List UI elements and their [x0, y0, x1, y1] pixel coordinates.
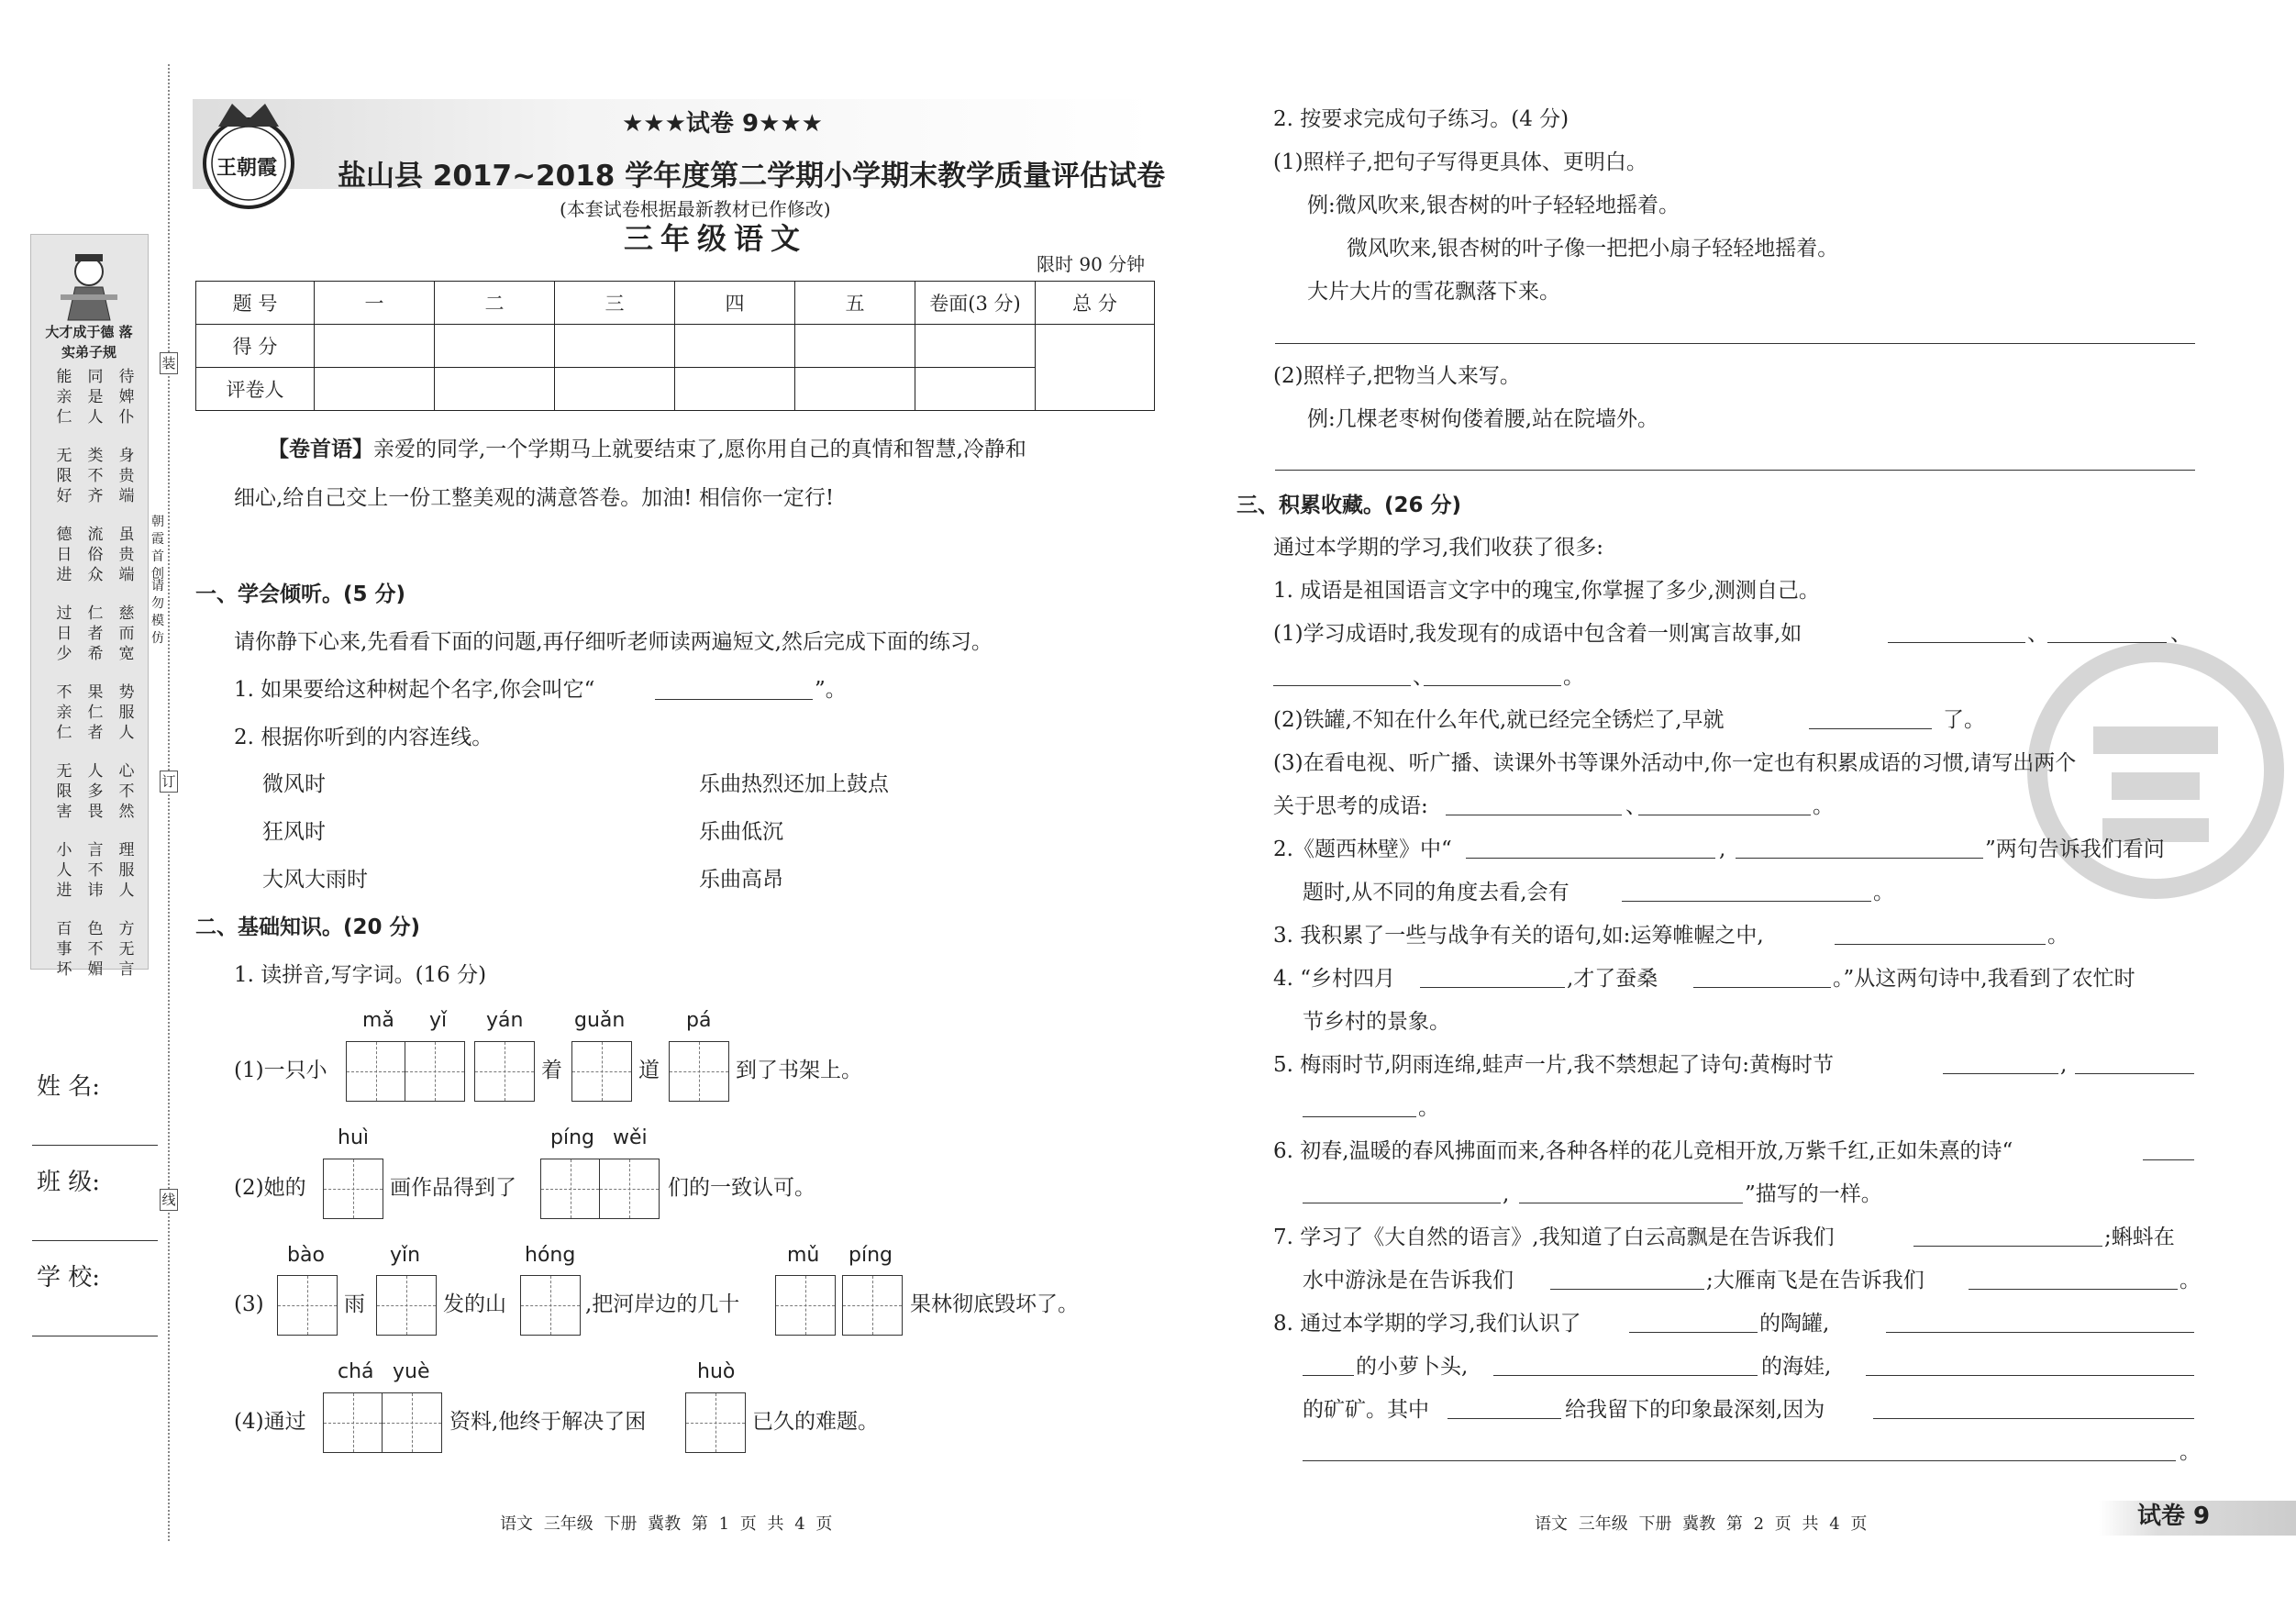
pinyin: wěi — [613, 1126, 648, 1149]
question: (1)学习成语时,我发现有的成语中包含着一则寓言故事,如 — [1273, 622, 1802, 646]
motto-column: 虽贵端 — [118, 526, 135, 584]
answer-blank[interactable] — [1493, 1375, 1758, 1376]
motto-column: 人多畏 — [87, 762, 104, 821]
question: 6. 初春,温暖的春风拂面而来,各种各样的花儿竞相开放,万紫千红,正如朱熹的诗“ — [1273, 1139, 2013, 1163]
question-end: ”。 — [815, 678, 847, 702]
sentence-text: 画作品得到了 — [390, 1176, 516, 1200]
question: 4. “乡村四月 — [1273, 967, 1396, 991]
pinyin: pá — [686, 1009, 712, 1032]
question: ,才了蚕桑 — [1567, 967, 1658, 991]
writing-grid[interactable] — [323, 1392, 442, 1453]
side-note: 请勿模仿 — [151, 579, 164, 646]
motto-column: 慈而宽 — [118, 604, 135, 663]
seal-char: 线 — [160, 1189, 178, 1211]
seal-char: 装 — [160, 352, 178, 374]
answer-blank[interactable] — [1303, 1375, 1354, 1376]
question: 的小萝卜头, — [1356, 1355, 1469, 1379]
question: 5. 梅雨时节,阴雨连绵,蛙声一片,我不禁想起了诗句:黄梅时节 — [1273, 1053, 1834, 1077]
sentence-text: 果林彻底毁坏了。 — [910, 1292, 1079, 1316]
motto-column: 仁者希 — [87, 604, 104, 663]
question: 题时,从不同的角度去看,会有 — [1303, 881, 1569, 904]
writing-grid[interactable] — [685, 1392, 746, 1453]
question: 1. 成语是祖国语言文字中的瑰宝,你掌握了多少,测测自己。 — [1273, 579, 1820, 603]
table-header: 五 — [795, 282, 915, 325]
answer-blank[interactable] — [1873, 1418, 2194, 1419]
separator: , — [1719, 837, 1726, 861]
grader-cell[interactable] — [915, 368, 1036, 411]
punct: 。 — [2180, 1440, 2201, 1464]
separator: 、 — [1413, 665, 1434, 689]
score-cell[interactable] — [795, 325, 915, 368]
question: 给我留下的印象最深刻,因为 — [1565, 1398, 1825, 1422]
question: 2.《题西林壁》中“ — [1273, 837, 1452, 861]
answer-blank[interactable] — [2075, 1073, 2194, 1074]
separator: 、 — [2170, 622, 2191, 646]
table-header: 评卷人 — [196, 368, 315, 411]
section-title: 一、学会倾听。(5 分) — [195, 582, 406, 606]
pinyin: hóng — [525, 1244, 576, 1267]
instruction: 请你静下心来,先看看下面的问题,再仔细听老师读两遍短文,然后完成下面的练习。 — [234, 630, 993, 654]
separator: 、 — [2027, 622, 2048, 646]
pinyin: bào — [287, 1244, 325, 1267]
motto-column: 类不齐 — [87, 447, 104, 505]
question: ”描写的一样。 — [1745, 1182, 1882, 1206]
sentence-text: (4)通过 — [234, 1410, 306, 1434]
question: 2. 按要求完成句子练习。(4 分) — [1273, 107, 1569, 131]
answer-line[interactable] — [1303, 1460, 2176, 1461]
writing-grid[interactable] — [520, 1275, 581, 1336]
grader-cell[interactable] — [435, 368, 555, 411]
punct: 。 — [2047, 924, 2069, 948]
binding-line — [168, 64, 170, 1541]
table-header: 四 — [675, 282, 795, 325]
footer-tag: 试卷 9 — [2137, 1503, 2211, 1530]
sentence-text: 已久的难题。 — [752, 1410, 879, 1434]
punct: 。 — [1873, 881, 1894, 904]
answer-blank[interactable] — [1273, 685, 1411, 686]
pinyin: guǎn — [574, 1009, 626, 1032]
answer-blank[interactable] — [1693, 987, 1831, 988]
match-right[interactable]: 乐曲低沉 — [699, 820, 783, 844]
pinyin: huò — [697, 1360, 736, 1383]
sentence-text: 道 — [638, 1059, 660, 1082]
time-limit: 限时 90 分钟 — [1037, 253, 1146, 275]
motto-column: 不亲仁 — [56, 683, 72, 742]
question: 1. 读拼音,写字词。(16 分) — [234, 963, 487, 987]
question: 3. 我积累了一些与战争有关的语句,如:运筹帷幄之中, — [1273, 924, 1764, 948]
answer-blank[interactable] — [655, 699, 813, 700]
motto-column: 无限好 — [56, 447, 72, 505]
question: 水中游泳是在告诉我们 — [1303, 1269, 1514, 1292]
answer-blank[interactable] — [1835, 944, 2046, 945]
side-note: 朝霞首创 — [151, 515, 164, 582]
sentence-text: 到了书架上。 — [736, 1059, 862, 1082]
pinyin: yuè — [393, 1360, 430, 1383]
motto-column: 方无言 — [118, 920, 135, 979]
match-left[interactable]: 狂风时 — [262, 820, 326, 844]
motto-column: 果仁者 — [87, 683, 104, 742]
writing-grid[interactable] — [376, 1275, 437, 1336]
series-tag: ★★★试卷 9★★★ — [622, 110, 823, 138]
exam-title: 盐山县 2017~2018 学年度第二学期小学期末教学质量评估试卷 — [338, 160, 1166, 193]
preface-text: 亲爱的同学,一个学期马上就要结束了,愿你用自己的真情和智慧,冷静和 — [373, 438, 1026, 461]
question: ”两句告诉我们看问 — [1985, 837, 2165, 861]
writing-grid[interactable] — [571, 1041, 632, 1102]
answer-blank[interactable] — [1943, 1073, 2058, 1074]
question: 关于思考的成语: — [1273, 794, 1428, 818]
writing-grid[interactable] — [323, 1159, 383, 1219]
pinyin: chá — [338, 1360, 374, 1383]
preface-line — [268, 436, 1026, 463]
score-cell[interactable] — [315, 325, 435, 368]
motto-column: 势服人 — [118, 683, 135, 742]
writing-grid[interactable] — [474, 1041, 535, 1102]
example: 微风吹来,银杏树的叶子像一把把小扇子轻轻地摇着。 — [1347, 237, 1839, 261]
motto-column: 色不媚 — [87, 920, 104, 979]
preface-line: 细心,给自己交上一份工整美观的满意答卷。加油! 相信你一定行! — [234, 486, 835, 510]
answer-blank[interactable] — [1550, 1289, 1704, 1290]
section-title: 二、基础知识。(20 分) — [195, 915, 421, 939]
question: 的矿矿。其中 — [1303, 1398, 1429, 1422]
instruction: 通过本学期的学习,我们收获了很多: — [1273, 536, 1604, 560]
motto-column: 待婢仆 — [118, 368, 135, 427]
scholar-figure — [59, 249, 119, 322]
motto-column: 无限害 — [56, 762, 72, 821]
pinyin: yǐ — [429, 1009, 448, 1032]
sentence-text: 发的山 — [443, 1292, 506, 1316]
section-title: 三、积累收藏。(26 分) — [1237, 494, 1462, 517]
motto-column: 小人进 — [56, 841, 72, 900]
question: ;蝌蚪在 — [2104, 1225, 2175, 1249]
answer-blank[interactable] — [1888, 642, 2025, 643]
pinyin: mǎ — [362, 1009, 394, 1032]
question: 8. 通过本学期的学习,我们认识了 — [1273, 1312, 1581, 1336]
publisher-logo — [200, 99, 297, 222]
punct: 。 — [1563, 665, 1584, 689]
grader-cell[interactable] — [675, 368, 795, 411]
answer-blank[interactable] — [1424, 685, 1561, 686]
exam-note: (本套试卷根据最新教材已作修改) — [560, 198, 831, 220]
answer-line[interactable] — [1275, 343, 2195, 344]
motto-column: 言不讳 — [87, 841, 104, 900]
example: 例:几棵老枣树佝偻着腰,站在院墙外。 — [1307, 407, 1659, 431]
question: 的陶罐, — [1759, 1312, 1830, 1336]
question: ;大雁南飞是在告诉我们 — [1706, 1269, 1924, 1292]
grader-cell[interactable] — [795, 368, 915, 411]
answer-blank[interactable] — [1913, 1246, 2102, 1247]
motto-column: 理服人 — [118, 841, 135, 900]
table-header: 二 — [435, 282, 555, 325]
answer-blank[interactable] — [1303, 1116, 1416, 1117]
class-field[interactable] — [32, 1240, 158, 1241]
match-left[interactable]: 微风时 — [262, 772, 326, 796]
writing-grid[interactable] — [775, 1275, 836, 1336]
motto-column: 心不然 — [118, 762, 135, 821]
subject-title: 三年级语文 — [624, 221, 808, 256]
task-sentence: 大片大片的雪花飘落下来。 — [1307, 280, 1560, 304]
answer-blank[interactable] — [1809, 728, 1932, 729]
sentence-text: (2)她的 — [234, 1176, 306, 1200]
sentence-text: 资料,他终于解决了困 — [449, 1410, 647, 1434]
question: 7. 学习了《大自然的语言》,我知道了白云高飘是在告诉我们 — [1273, 1225, 1835, 1249]
score-cell[interactable] — [675, 325, 795, 368]
school-label: 学 校: — [37, 1264, 101, 1292]
table-header: 一 — [315, 282, 435, 325]
table-header: 总 分 — [1036, 282, 1155, 325]
table-header: 卷面(3 分) — [915, 282, 1036, 325]
sentence-text: 着 — [541, 1059, 562, 1082]
question: (3)在看电视、听广播、读课外书等课外活动中,你一定也有积累成语的习惯,请写出两个 — [1273, 751, 2077, 775]
total-cell[interactable] — [1036, 325, 1155, 411]
score-cell[interactable] — [435, 325, 555, 368]
motto-column: 能亲仁 — [56, 368, 72, 427]
grader-cell[interactable] — [315, 368, 435, 411]
pinyin: yǐn — [390, 1244, 421, 1267]
answer-blank[interactable] — [1466, 858, 1715, 859]
logo-text: 王朝霞 — [216, 156, 278, 180]
motto-column: 同是人 — [87, 368, 104, 427]
sentence-text: ,把河岸边的几十 — [585, 1292, 740, 1316]
punct: 。 — [1418, 1096, 1439, 1120]
seal-char: 订 — [160, 771, 178, 793]
pinyin: píng — [550, 1126, 594, 1149]
page-footer: 语文 三年级 下册 冀教 第 2 页 共 4 页 — [1535, 1514, 1868, 1534]
motto-column: 流俗众 — [87, 526, 104, 584]
motto-column: 身贵端 — [118, 447, 135, 505]
class-label: 班 级: — [37, 1169, 101, 1196]
table-header: 三 — [555, 282, 675, 325]
pinyin: mǔ — [787, 1244, 820, 1267]
answer-blank[interactable] — [1447, 1418, 1561, 1419]
motto-top: 大才成于德 落实弟子规 — [45, 324, 133, 360]
match-right[interactable]: 乐曲热烈还加上鼓点 — [699, 772, 889, 796]
answer-blank[interactable] — [1622, 901, 1871, 902]
grader-cell[interactable] — [555, 368, 675, 411]
question: 的海娃, — [1761, 1355, 1832, 1379]
question: 。”从这两句诗中,我看到了农忙时 — [1833, 967, 2135, 991]
answer-blank[interactable] — [1736, 858, 1983, 859]
separator: , — [2060, 1053, 2068, 1077]
sentence-text: 们的一致认可。 — [668, 1176, 815, 1200]
answer-blank[interactable] — [1886, 1332, 2194, 1333]
pinyin: huì — [338, 1126, 369, 1149]
separator: , — [1503, 1182, 1510, 1206]
question: 节乡村的景象。 — [1303, 1010, 1450, 1034]
motto-column: 德日进 — [56, 526, 72, 584]
writing-grid[interactable] — [540, 1159, 660, 1219]
sentence-text: (1)一只小 — [234, 1059, 327, 1082]
answer-blank[interactable] — [1866, 1375, 2194, 1376]
question: 1. 如果要给这种树起个名字,你会叫它“ — [234, 678, 595, 702]
answer-blank[interactable] — [1420, 987, 1565, 988]
writing-grid[interactable] — [277, 1275, 338, 1336]
question-end: 了。 — [1943, 708, 1985, 732]
name-field[interactable] — [32, 1145, 158, 1146]
motto-column: 百事坏 — [56, 920, 72, 979]
motto-column: 过日少 — [56, 604, 72, 663]
punct: 。 — [1813, 794, 1834, 818]
writing-grid[interactable] — [669, 1041, 729, 1102]
question: (2)铁罐,不知在什么年代,就已经完全锈烂了,早就 — [1273, 708, 1725, 732]
question: (1)照样子,把句子写得更具体、更明白。 — [1273, 150, 1647, 174]
answer-line[interactable] — [1275, 470, 2195, 471]
writing-grid[interactable] — [842, 1275, 903, 1336]
table-header: 题 号 — [196, 282, 315, 325]
score-cell[interactable] — [915, 325, 1036, 368]
sentence-text: (3) — [234, 1292, 264, 1316]
preface-label: 【卷首语】 — [268, 438, 373, 461]
score-cell[interactable] — [555, 325, 675, 368]
punct: 。 — [2180, 1269, 2201, 1292]
score-table — [195, 281, 1155, 411]
answer-blank[interactable] — [1969, 1289, 2178, 1290]
separator: 、 — [1625, 794, 1647, 818]
answer-blank[interactable] — [1629, 1332, 1758, 1333]
table-header: 得 分 — [196, 325, 315, 368]
pinyin: píng — [849, 1244, 893, 1267]
match-right[interactable]: 乐曲高昂 — [699, 868, 783, 892]
name-label: 姓 名: — [37, 1073, 101, 1101]
sentence-text: 雨 — [344, 1292, 365, 1316]
page-footer: 语文 三年级 下册 冀教 第 1 页 共 4 页 — [500, 1514, 833, 1534]
answer-blank[interactable] — [2047, 642, 2167, 643]
question: (2)照样子,把物当人来写。 — [1273, 364, 1521, 388]
question: 2. 根据你听到的内容连线。 — [234, 726, 494, 749]
example: 例:微风吹来,银杏树的叶子轻轻地摇着。 — [1307, 194, 1680, 217]
match-left[interactable]: 大风大雨时 — [262, 868, 368, 892]
answer-blank[interactable] — [2143, 1159, 2194, 1160]
writing-grid[interactable] — [346, 1041, 465, 1102]
pinyin: yán — [486, 1009, 524, 1032]
